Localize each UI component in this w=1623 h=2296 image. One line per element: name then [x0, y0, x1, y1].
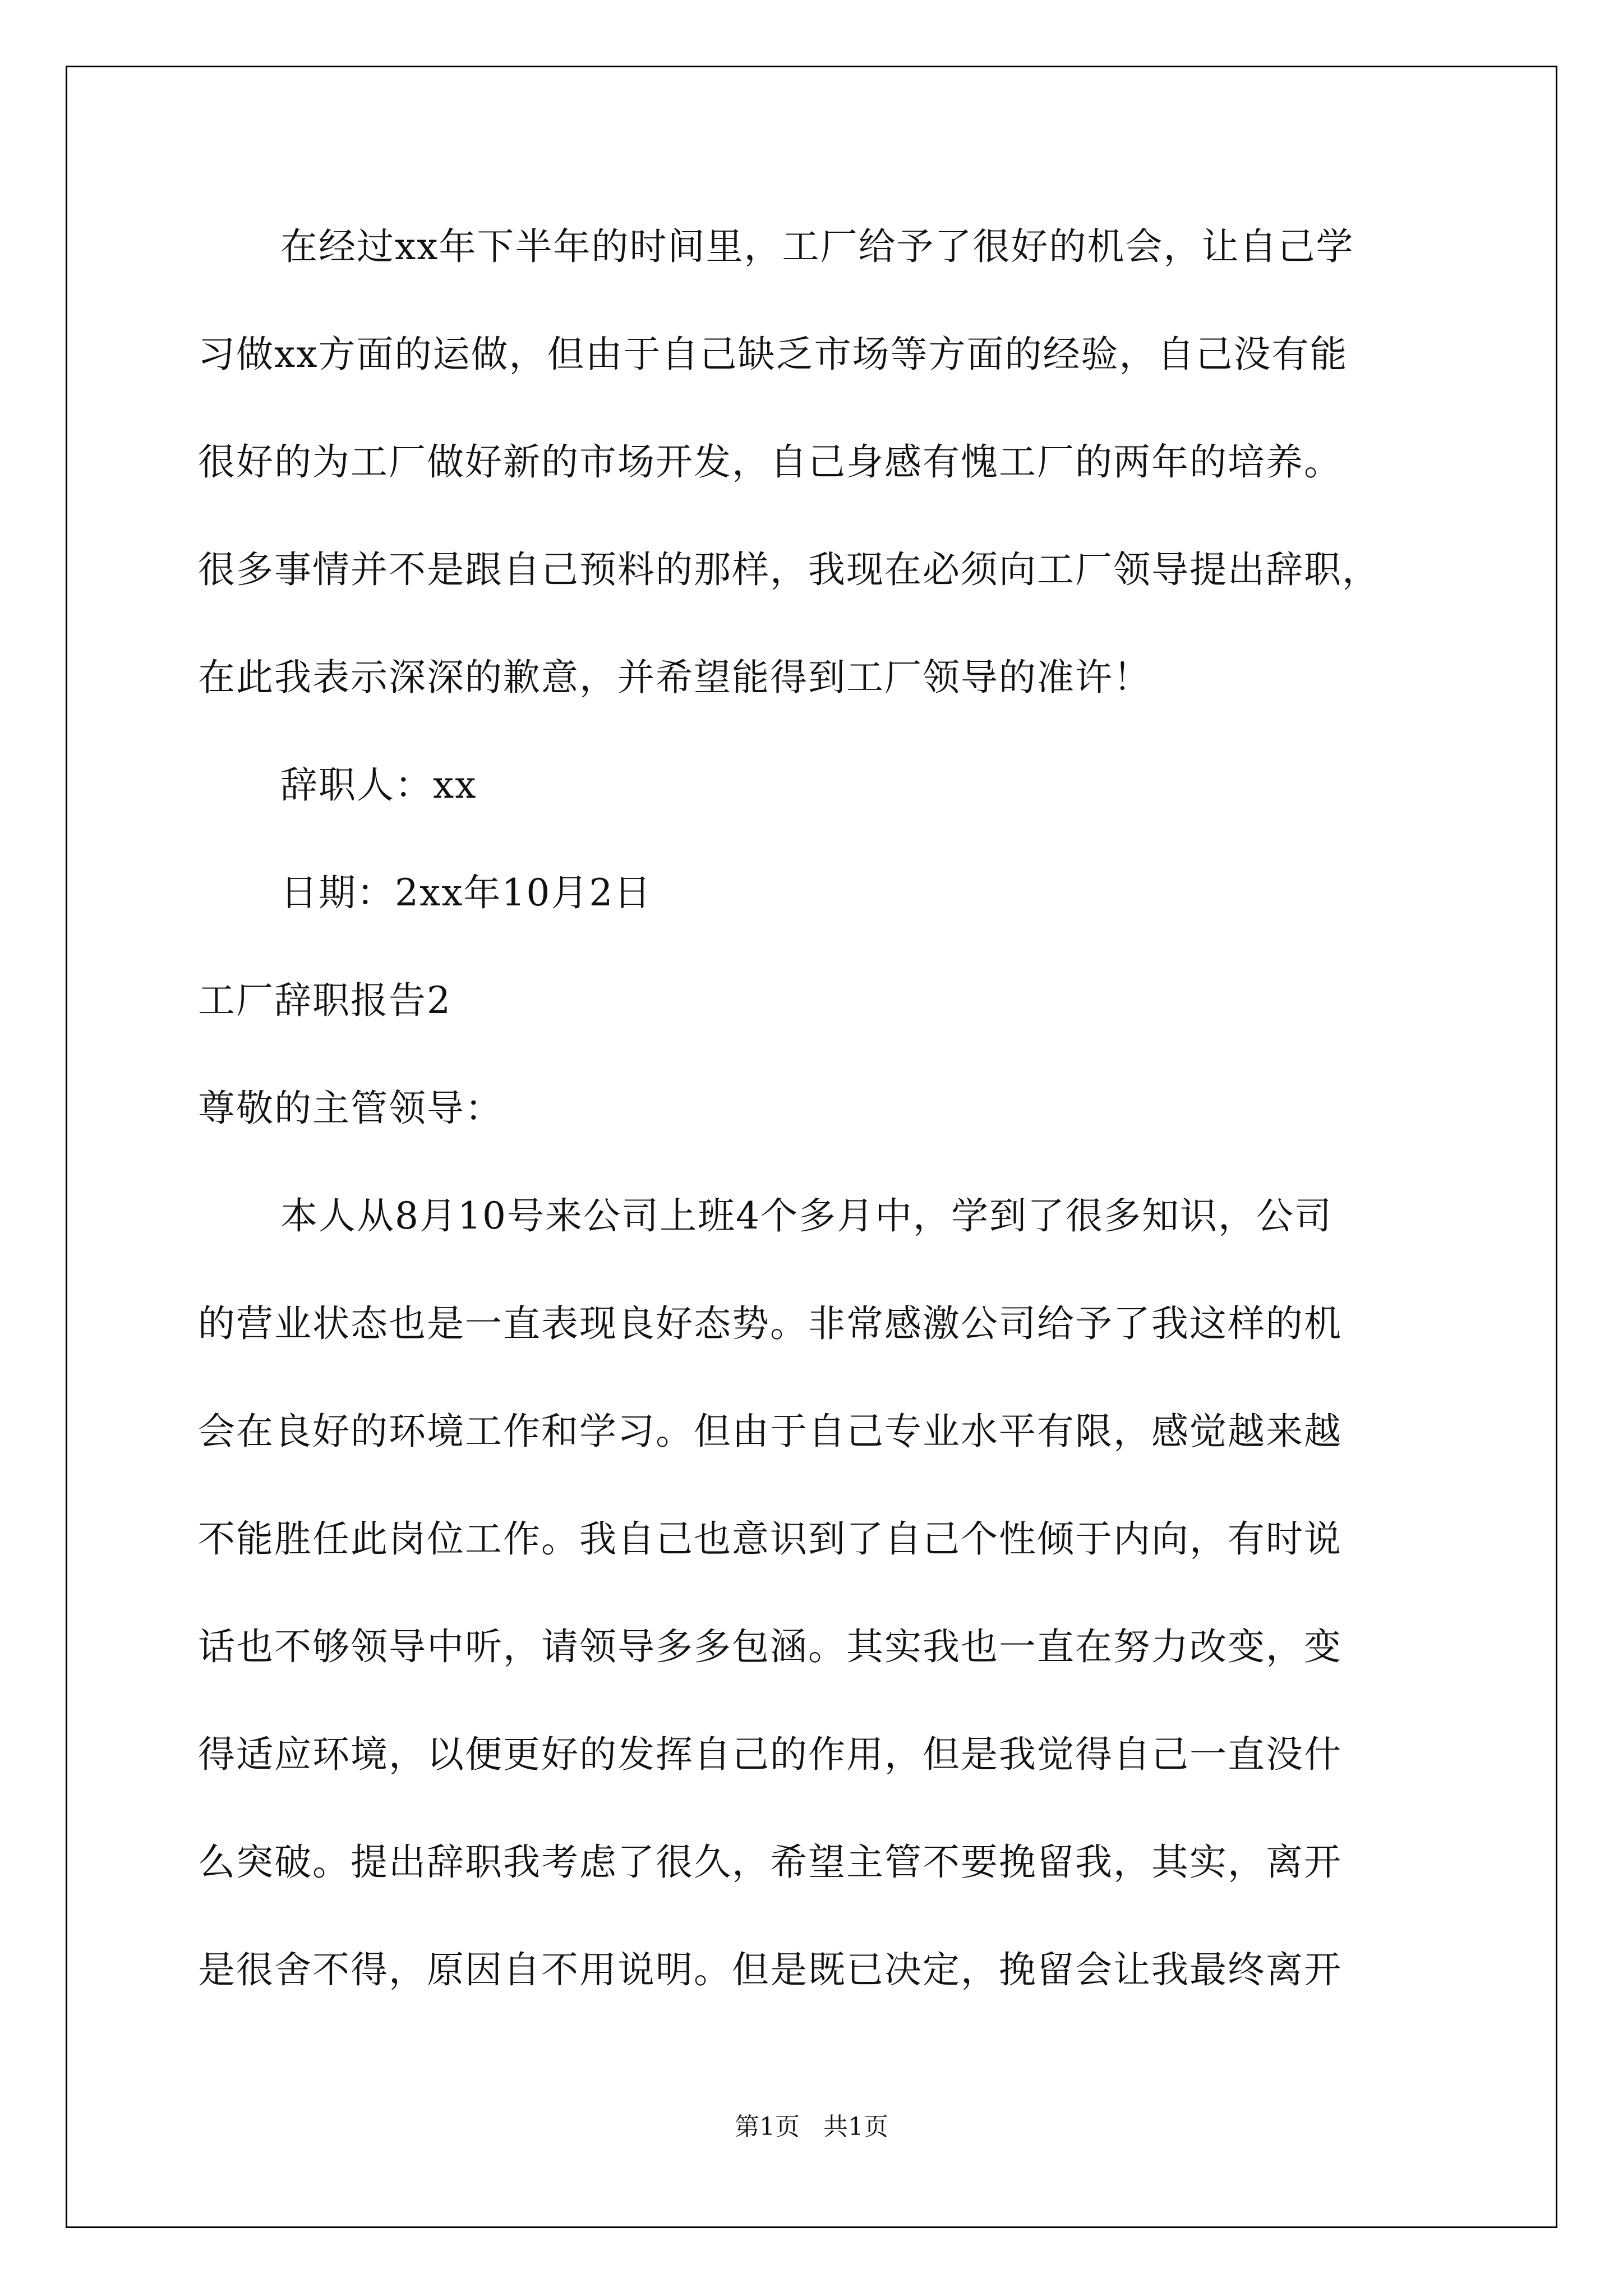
paragraph-line: 会在良好的环境工作和学习。但由于自己专业水平有限，感觉越来越 [198, 1410, 1342, 1453]
paragraph-line: 很好的为工厂做好新的市场开发，自己身感有愧工厂的两年的培养。 [198, 440, 1342, 484]
paragraph-line: 在此我表示深深的歉意，并希望能得到工厂领导的准许！ [198, 656, 1151, 699]
paragraph-line: 本人从8月10号来公司上班4个多月中，学到了很多知识，公司 [280, 1194, 1332, 1237]
paragraph-line: 的营业状态也是一直表现良好态势。非常感激公司给予了我这样的机 [198, 1302, 1342, 1345]
salutation: 尊敬的主管领导： [198, 1087, 503, 1130]
resigner-signature: 辞职人：xx [280, 763, 477, 807]
page-border [66, 66, 1557, 2228]
paragraph-line: 不能胜任此岗位工作。我自己也意识到了自己个性倾于内向，有时说 [198, 1517, 1342, 1561]
paragraph-line: 习做xx方面的运做，但由于自己缺乏市场等方面的经验，自己没有能 [198, 333, 1348, 376]
signature-date: 日期：2xx年10月2日 [280, 871, 652, 914]
paragraph-line: 很多事情并不是跟自己预料的那样，我现在必须向工厂领导提出辞职， [198, 548, 1380, 591]
page-footer: 第1页 共1页 [735, 2113, 888, 2141]
section-title: 工厂辞职报告2 [198, 979, 451, 1022]
paragraph-line: 得适应环境，以便更好的发挥自己的作用，但是我觉得自己一直没什 [198, 1733, 1342, 1776]
paragraph-line: 在经过xx年下半年的时间里，工厂给予了很好的机会，让自己学 [280, 225, 1354, 268]
paragraph-line: 话也不够领导中听，请领导多多包涵。其实我也一直在努力改变，变 [198, 1625, 1342, 1668]
paragraph-line: 是很舍不得，原因自不用说明。但是既已决定，挽留会让我最终离开 [198, 1948, 1342, 1991]
paragraph-line: 么突破。提出辞职我考虑了很久，希望主管不要挽留我，其实，离开 [198, 1841, 1342, 1884]
